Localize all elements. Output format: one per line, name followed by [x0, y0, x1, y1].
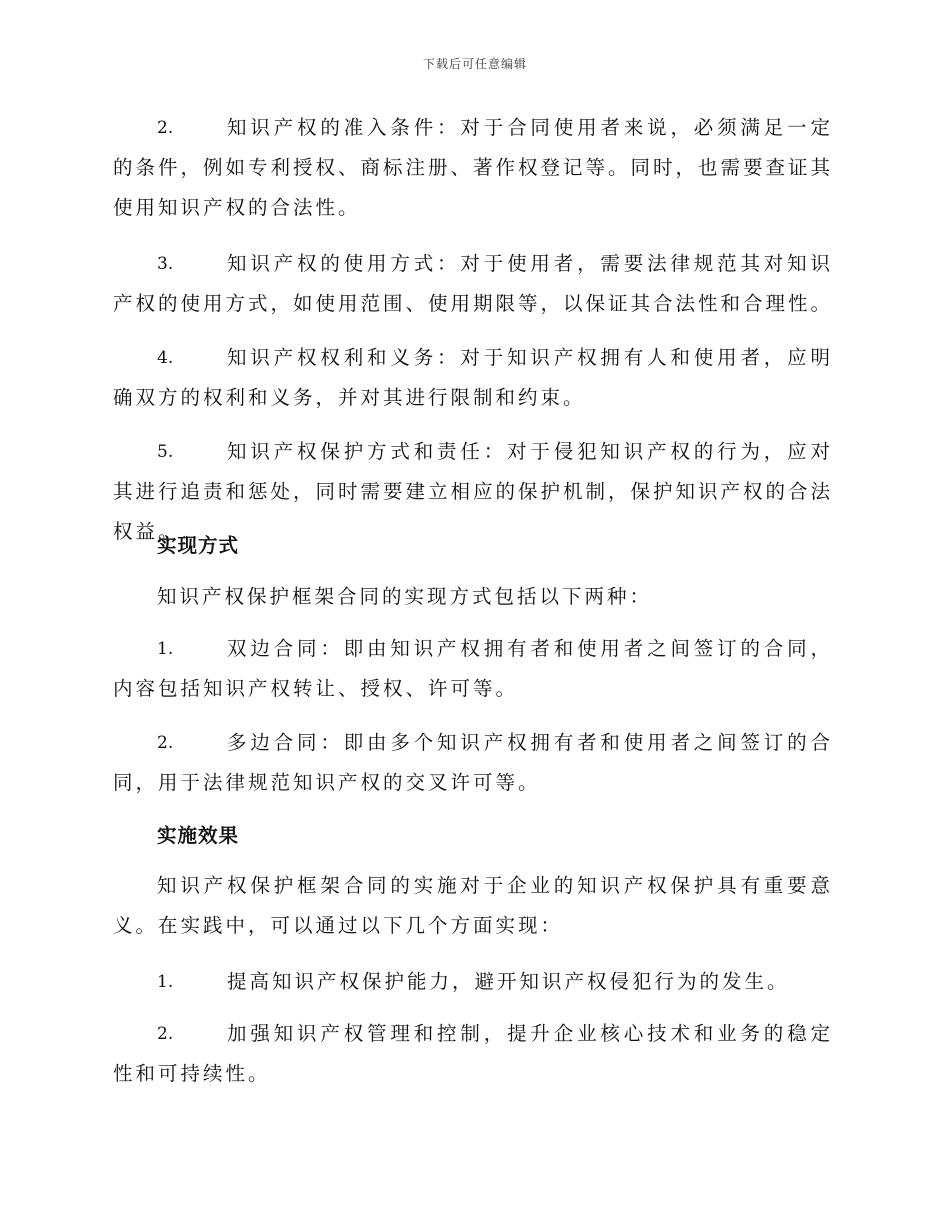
list-item-number: 1.: [157, 972, 174, 992]
section-intro-paragraph: 知识产权保护框架合同的实现方式包括以下两种：: [157, 585, 653, 608]
section-heading-implementation: 实现方式: [157, 534, 240, 557]
list-item: [113, 1014, 833, 1094]
list-item: [113, 338, 833, 418]
list-item: [113, 962, 833, 1002]
list-item-number: 2.: [157, 733, 174, 753]
list-item-text: 多边合同：即由多个知识产权拥有者和使用者之间签订的合同，用于法律规范知识产权的交叉许可等。: [113, 731, 833, 794]
list-item-text: 知识产权保护方式和责任：对于侵犯知识产权的行为，应对其进行追责和惩处，同时需要建立相应的保护机制，保护知识产权的合法权益。: [113, 440, 834, 543]
page-header: 下载后可任意编辑: [422, 57, 527, 71]
list-item-text: 知识产权的使用方式：对于使用者，需要法律规范其对知识产权的使用方式，如使用范围、使用期限等，以保证其合法性和合理性。: [113, 252, 834, 315]
section-heading-effects: 实施效果: [157, 824, 240, 847]
list-item: [113, 723, 833, 803]
list-item: [113, 244, 833, 324]
list-item-text: 知识产权权利和义务：对于知识产权拥有人和使用者，应明确双方的权利和义务，并对其进行限制和约束。: [113, 346, 833, 409]
list-item-text: 知识产权的准入条件：对于合同使用者来说，必须满足一定的条件，例如专利授权、商标注册、著作权登记等。同时，也需要查证其使用知识产权的合法性。: [113, 116, 834, 219]
list-item: [113, 108, 833, 228]
list-item-number: 2.: [157, 118, 174, 138]
list-item-text: 双边合同：即由知识产权拥有者和使用者之间签订的合同，内容包括知识产权转让、授权、许可等。: [113, 637, 833, 700]
list-item-number: 1.: [157, 639, 174, 659]
list-item-number: 2.: [157, 1024, 174, 1044]
section-intro-paragraph: 知识产权保护框架合同的实施对于企业的知识产权保护具有重要意义。在实践中，可以通过以下几个方面实现：: [113, 874, 833, 937]
list-item-number: 4.: [157, 348, 174, 368]
list-item-text: 提高知识产权保护能力，避开知识产权侵犯行为的发生。: [227, 970, 790, 993]
list-item-text: 加强知识产权管理和控制，提升企业核心技术和业务的稳定性和可持续性。: [113, 1022, 833, 1085]
list-item-number: 5.: [157, 442, 174, 462]
list-item: [113, 629, 833, 709]
list-item-number: 3.: [157, 254, 174, 274]
